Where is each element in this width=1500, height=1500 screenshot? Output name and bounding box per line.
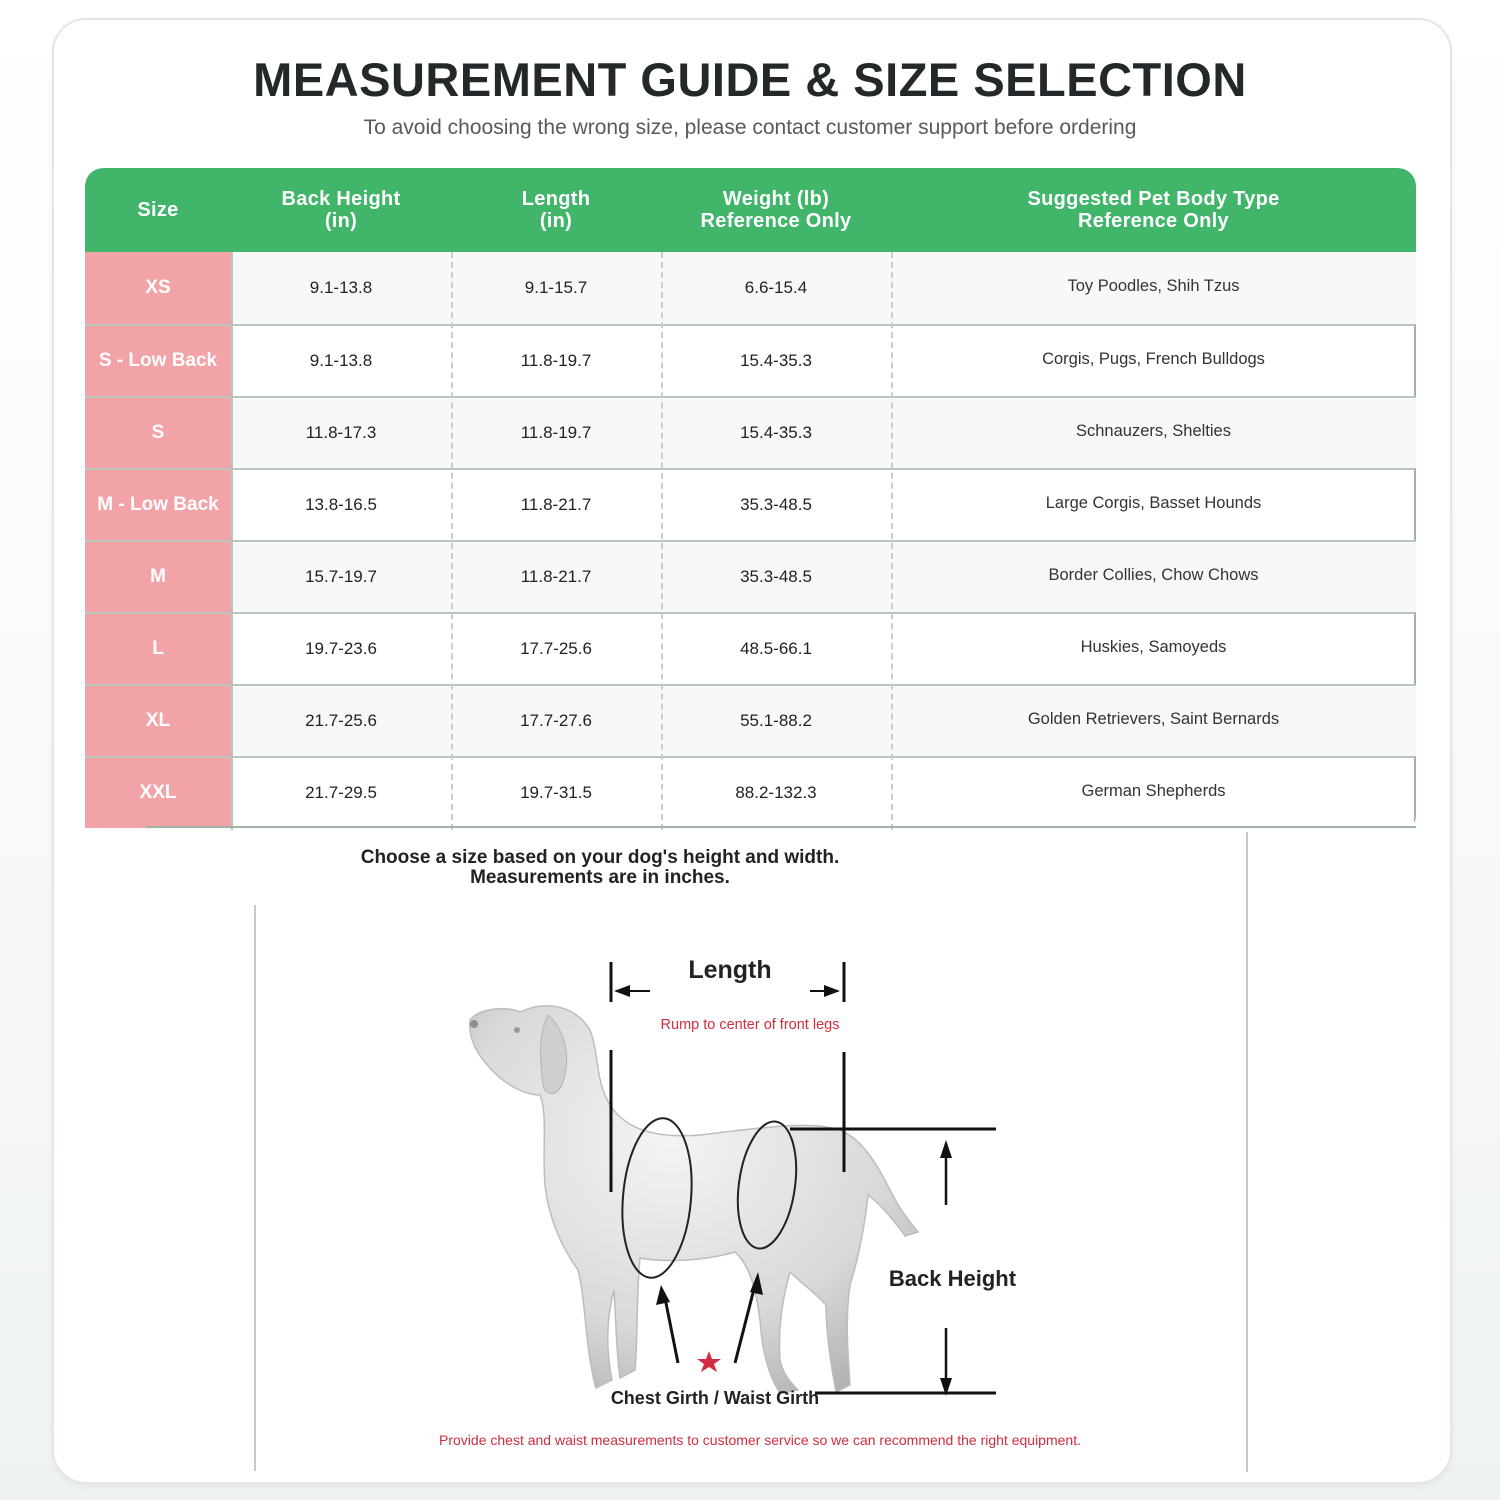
length-note: Rump to center of front legs [660, 1017, 840, 1033]
cell-size: M - Low Back [85, 470, 231, 540]
page-subtitle: To avoid choosing the wrong size, please contact customer support before ordering [363, 116, 1137, 139]
cell-size: XS [85, 252, 231, 324]
cell-body-type: Large Corgis, Basset Hounds [1045, 494, 1262, 512]
cell-size: L [85, 614, 231, 684]
column-header-back-height: Back Height (in) [281, 188, 401, 232]
cell-back-height: 13.8-16.5 [305, 495, 377, 514]
diagram-instruction: Choose a size based on your dog's height and width. Measurements are in inches. [360, 847, 840, 888]
cell-weight: 55.1-88.2 [740, 711, 812, 730]
cell-length: 11.8-19.7 [520, 423, 592, 442]
footer-note: Provide chest and waist measurements to customer service so we can recommend the right equipment. [439, 1432, 1081, 1448]
cell-weight: 48.5-66.1 [740, 639, 812, 658]
column-header-body-type: Suggested Pet Body Type Reference Only [1027, 188, 1280, 232]
cell-back-height: 11.8-17.3 [305, 423, 377, 442]
cell-back-height: 9.1-13.8 [309, 278, 373, 297]
column-header-size: Size [137, 199, 179, 221]
cell-body-type: Golden Retrievers, Saint Bernards [1027, 710, 1280, 728]
cell-length: 11.8-21.7 [520, 495, 592, 514]
cell-length: 11.8-21.7 [520, 567, 592, 586]
page-title: MEASUREMENT GUIDE & SIZE SELECTION [253, 53, 1247, 106]
star-icon [697, 1351, 721, 1372]
cell-length: 17.7-25.6 [520, 639, 592, 658]
cell-weight: 35.3-48.5 [740, 495, 812, 514]
cell-size: S [85, 398, 231, 468]
cell-length: 17.7-27.6 [520, 711, 592, 730]
cell-size: M [85, 542, 231, 612]
cell-length: 9.1-15.7 [524, 278, 588, 297]
cell-size: XL [85, 686, 231, 756]
back-height-label: Back Height [888, 1266, 1017, 1291]
cell-back-height: 19.7-23.6 [305, 639, 377, 658]
cell-size: XXL [85, 758, 231, 828]
dog-illustration [470, 1006, 918, 1393]
cell-back-height: 21.7-25.6 [305, 711, 377, 730]
cell-body-type: Border Collies, Chow Chows [1048, 566, 1259, 584]
cell-back-height: 15.7-19.7 [305, 567, 377, 586]
cell-back-height: 9.1-13.8 [309, 351, 373, 370]
column-header-weight: Weight (lb) Reference Only [700, 188, 852, 232]
cell-weight: 88.2-132.3 [735, 783, 817, 802]
cell-size: S - Low Back [85, 326, 231, 396]
cell-weight: 35.3-48.5 [740, 567, 812, 586]
cell-body-type: German Shepherds [1081, 782, 1226, 800]
column-header-length: Length (in) [521, 188, 591, 232]
cell-weight: 15.4-35.3 [740, 423, 812, 442]
length-label: Length [688, 956, 772, 984]
cell-body-type: Schnauzers, Shelties [1075, 422, 1231, 440]
girth-arrow-icon [656, 1272, 763, 1363]
cell-body-type: Corgis, Pugs, French Bulldogs [1042, 350, 1265, 368]
cell-body-type: Toy Poodles, Shih Tzus [1067, 277, 1240, 295]
girth-label: Chest Girth / Waist Girth [610, 1388, 820, 1408]
cell-length: 11.8-19.7 [520, 351, 592, 370]
cell-body-type: Huskies, Samoyeds [1080, 638, 1227, 656]
cell-length: 19.7-31.5 [520, 783, 592, 802]
cell-weight: 15.4-35.3 [740, 351, 812, 370]
cell-weight: 6.6-15.4 [744, 278, 808, 297]
cell-back-height: 21.7-29.5 [305, 783, 377, 802]
